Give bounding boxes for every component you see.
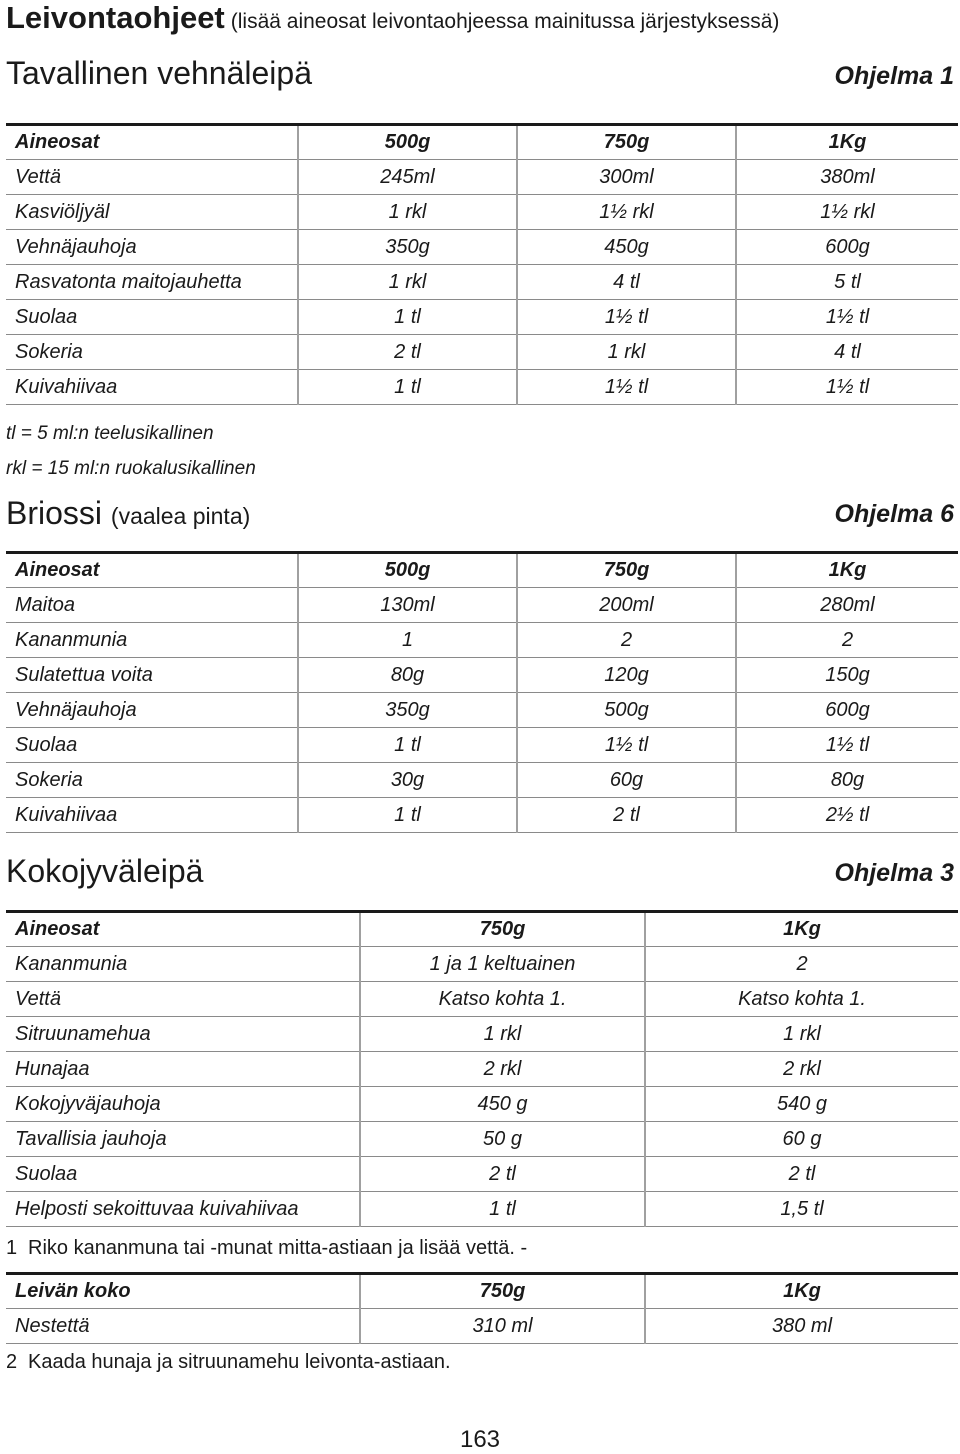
table-row xyxy=(6,588,958,623)
table-cell: 1½ tl xyxy=(736,728,958,763)
table-cell: 1 rkl xyxy=(645,1017,958,1052)
table-cell: 1 rkl xyxy=(298,195,517,230)
table-cell: 1,5 tl xyxy=(645,1192,958,1227)
table-row xyxy=(6,763,958,798)
table-cell: Kananmunia xyxy=(6,623,298,658)
table-row xyxy=(6,947,958,982)
table-row xyxy=(6,1122,958,1157)
table-cell: Sulatettua voita xyxy=(6,658,298,693)
footnote xyxy=(6,1351,451,1374)
table-cell: 750g xyxy=(360,1274,645,1309)
table-row xyxy=(6,728,958,763)
table-cell: Aineosat xyxy=(6,912,360,947)
table-cell: 30g xyxy=(298,763,517,798)
table-cell: 380ml xyxy=(736,160,958,195)
table-row xyxy=(6,1309,958,1344)
table-cell: 60 g xyxy=(645,1122,958,1157)
table-cell: 1 tl xyxy=(298,728,517,763)
table-cell: Vehnäjauhoja xyxy=(6,693,298,728)
footnote-text: Kaada hunaja ja sitruunamehu leivonta-astiaan. xyxy=(28,1351,451,1373)
page-subtitle: (lisää aineosat leivontaohjeessa mainitussa järjestyksessä) xyxy=(230,10,780,33)
table-row xyxy=(6,300,958,335)
section-title xyxy=(6,495,250,532)
table-cell: 600g xyxy=(736,693,958,728)
ingredients-table xyxy=(6,551,958,833)
table-cell: 4 tl xyxy=(736,335,958,370)
table-cell: 300ml xyxy=(517,160,736,195)
table-row xyxy=(6,1017,958,1052)
table-cell: 200ml xyxy=(517,588,736,623)
table-cell: Helposti sekoittuvaa kuivahiivaa xyxy=(6,1192,360,1227)
ingredients-table xyxy=(6,910,958,1227)
table-row xyxy=(6,982,958,1017)
table-cell: 350g xyxy=(298,230,517,265)
table-header-row xyxy=(6,553,958,588)
table-cell: 500g xyxy=(298,553,517,588)
page-title-text: Leivontaohjeet xyxy=(6,0,225,35)
table-cell: 2 tl xyxy=(298,335,517,370)
table-cell: 1½ rkl xyxy=(736,195,958,230)
table-cell: 5 tl xyxy=(736,265,958,300)
footnote-number: 1 xyxy=(6,1237,18,1259)
table-cell: 4 tl xyxy=(517,265,736,300)
table-row xyxy=(6,658,958,693)
table-cell: Kasviöljyäl xyxy=(6,195,298,230)
table-cell: Tavallisia jauhoja xyxy=(6,1122,360,1157)
table-cell: 350g xyxy=(298,693,517,728)
section-title-text: Briossi xyxy=(6,495,103,531)
table-header-row xyxy=(6,1274,958,1309)
table-cell: Suolaa xyxy=(6,728,298,763)
table-cell: 1 tl xyxy=(298,370,517,405)
table-cell: 280ml xyxy=(736,588,958,623)
section-title-text: Tavallinen vehnäleipä xyxy=(6,55,312,91)
table-cell: 2 rkl xyxy=(360,1052,645,1087)
table-cell: 1½ tl xyxy=(736,370,958,405)
table-cell: 2 tl xyxy=(360,1157,645,1192)
size-table xyxy=(6,1272,958,1344)
table-row xyxy=(6,1087,958,1122)
table-cell: Vehnäjauhoja xyxy=(6,230,298,265)
table-cell: 1½ tl xyxy=(517,300,736,335)
table-cell: 60g xyxy=(517,763,736,798)
table-cell: 540 g xyxy=(645,1087,958,1122)
table-cell: Katso kohta 1. xyxy=(645,982,958,1017)
table-cell: 310 ml xyxy=(360,1309,645,1344)
table-cell: Aineosat xyxy=(6,125,298,160)
table-cell: Suolaa xyxy=(6,1157,360,1192)
table-cell: 1Kg xyxy=(736,125,958,160)
table-row xyxy=(6,693,958,728)
page-number: 163 xyxy=(459,1426,501,1453)
footnote-text: Riko kananmuna tai -munat mitta-astiaan ja lisää vettä. - xyxy=(28,1237,528,1259)
section-title xyxy=(6,853,203,890)
table-cell: 500g xyxy=(517,693,736,728)
table-cell: 80g xyxy=(736,763,958,798)
table-cell: 2 tl xyxy=(645,1157,958,1192)
table-cell: 750g xyxy=(360,912,645,947)
table-header-row xyxy=(6,125,958,160)
table-cell: Suolaa xyxy=(6,300,298,335)
table-cell: 450g xyxy=(517,230,736,265)
table-cell: 80g xyxy=(298,658,517,693)
table-cell: 1Kg xyxy=(736,553,958,588)
table-cell: 1 rkl xyxy=(360,1017,645,1052)
table-cell: 1 rkl xyxy=(517,335,736,370)
program-label: Ohjelma 6 xyxy=(834,500,954,528)
ingredients-table xyxy=(6,123,958,405)
table-cell: 1Kg xyxy=(645,912,958,947)
table-cell: 1½ tl xyxy=(517,370,736,405)
program-label: Ohjelma 1 xyxy=(834,62,954,90)
table-row xyxy=(6,1052,958,1087)
table-cell: 450 g xyxy=(360,1087,645,1122)
table-cell: 750g xyxy=(517,125,736,160)
table-cell: 1 xyxy=(298,623,517,658)
table-cell: 1½ rkl xyxy=(517,195,736,230)
table-cell: 750g xyxy=(517,553,736,588)
section-title-text: Kokojyväleipä xyxy=(6,853,204,889)
table-cell: 2 xyxy=(645,947,958,982)
table-cell: 1 tl xyxy=(360,1192,645,1227)
footnote-number: 2 xyxy=(6,1351,18,1373)
table-cell: 380 ml xyxy=(645,1309,958,1344)
footnote xyxy=(6,1237,527,1260)
table-cell: Kananmunia xyxy=(6,947,360,982)
table-row xyxy=(6,370,958,405)
table-cell: 1½ tl xyxy=(736,300,958,335)
table-cell: 1 tl xyxy=(298,300,517,335)
table-cell: Nestettä xyxy=(6,1309,360,1344)
table-cell: 600g xyxy=(736,230,958,265)
table-cell: 1 tl xyxy=(298,798,517,833)
table-cell: Kokojyväjauhoja xyxy=(6,1087,360,1122)
table-row xyxy=(6,230,958,265)
table-cell: 2 xyxy=(736,623,958,658)
table-cell: 50 g xyxy=(360,1122,645,1157)
table-row xyxy=(6,1192,958,1227)
table-cell: Vettä xyxy=(6,160,298,195)
table-row xyxy=(6,265,958,300)
table-row xyxy=(6,1157,958,1192)
table-cell: Maitoa xyxy=(6,588,298,623)
page-title xyxy=(6,0,779,36)
table-cell: Hunajaa xyxy=(6,1052,360,1087)
unit-note: tl = 5 ml:n teelusikallinen xyxy=(6,423,214,444)
table-cell: 1 ja 1 keltuainen xyxy=(360,947,645,982)
table-header-row xyxy=(6,912,958,947)
section-subtitle: (vaalea pinta) xyxy=(110,503,251,529)
table-row xyxy=(6,195,958,230)
table-row xyxy=(6,798,958,833)
section-title xyxy=(6,55,312,92)
table-cell: Aineosat xyxy=(6,553,298,588)
table-cell: Kuivahiivaa xyxy=(6,370,298,405)
table-cell: Katso kohta 1. xyxy=(360,982,645,1017)
table-cell: Sokeria xyxy=(6,763,298,798)
table-cell: 2 tl xyxy=(517,798,736,833)
table-cell: 1Kg xyxy=(645,1274,958,1309)
unit-note: rkl = 15 ml:n ruokalusikallinen xyxy=(6,458,256,479)
table-cell: 245ml xyxy=(298,160,517,195)
program-label: Ohjelma 3 xyxy=(834,859,954,887)
table-cell: 500g xyxy=(298,125,517,160)
table-cell: Leivän koko xyxy=(6,1274,360,1309)
table-cell: Vettä xyxy=(6,982,360,1017)
table-cell: Sokeria xyxy=(6,335,298,370)
table-cell: 2 rkl xyxy=(645,1052,958,1087)
table-cell: Rasvatonta maitojauhetta xyxy=(6,265,298,300)
table-cell: Kuivahiivaa xyxy=(6,798,298,833)
table-cell: 2½ tl xyxy=(736,798,958,833)
table-row xyxy=(6,335,958,370)
table-row xyxy=(6,160,958,195)
table-cell: Sitruunamehua xyxy=(6,1017,360,1052)
table-row xyxy=(6,623,958,658)
table-cell: 120g xyxy=(517,658,736,693)
table-cell: 150g xyxy=(736,658,958,693)
table-cell: 1 rkl xyxy=(298,265,517,300)
table-cell: 130ml xyxy=(298,588,517,623)
table-cell: 2 xyxy=(517,623,736,658)
table-cell: 1½ tl xyxy=(517,728,736,763)
